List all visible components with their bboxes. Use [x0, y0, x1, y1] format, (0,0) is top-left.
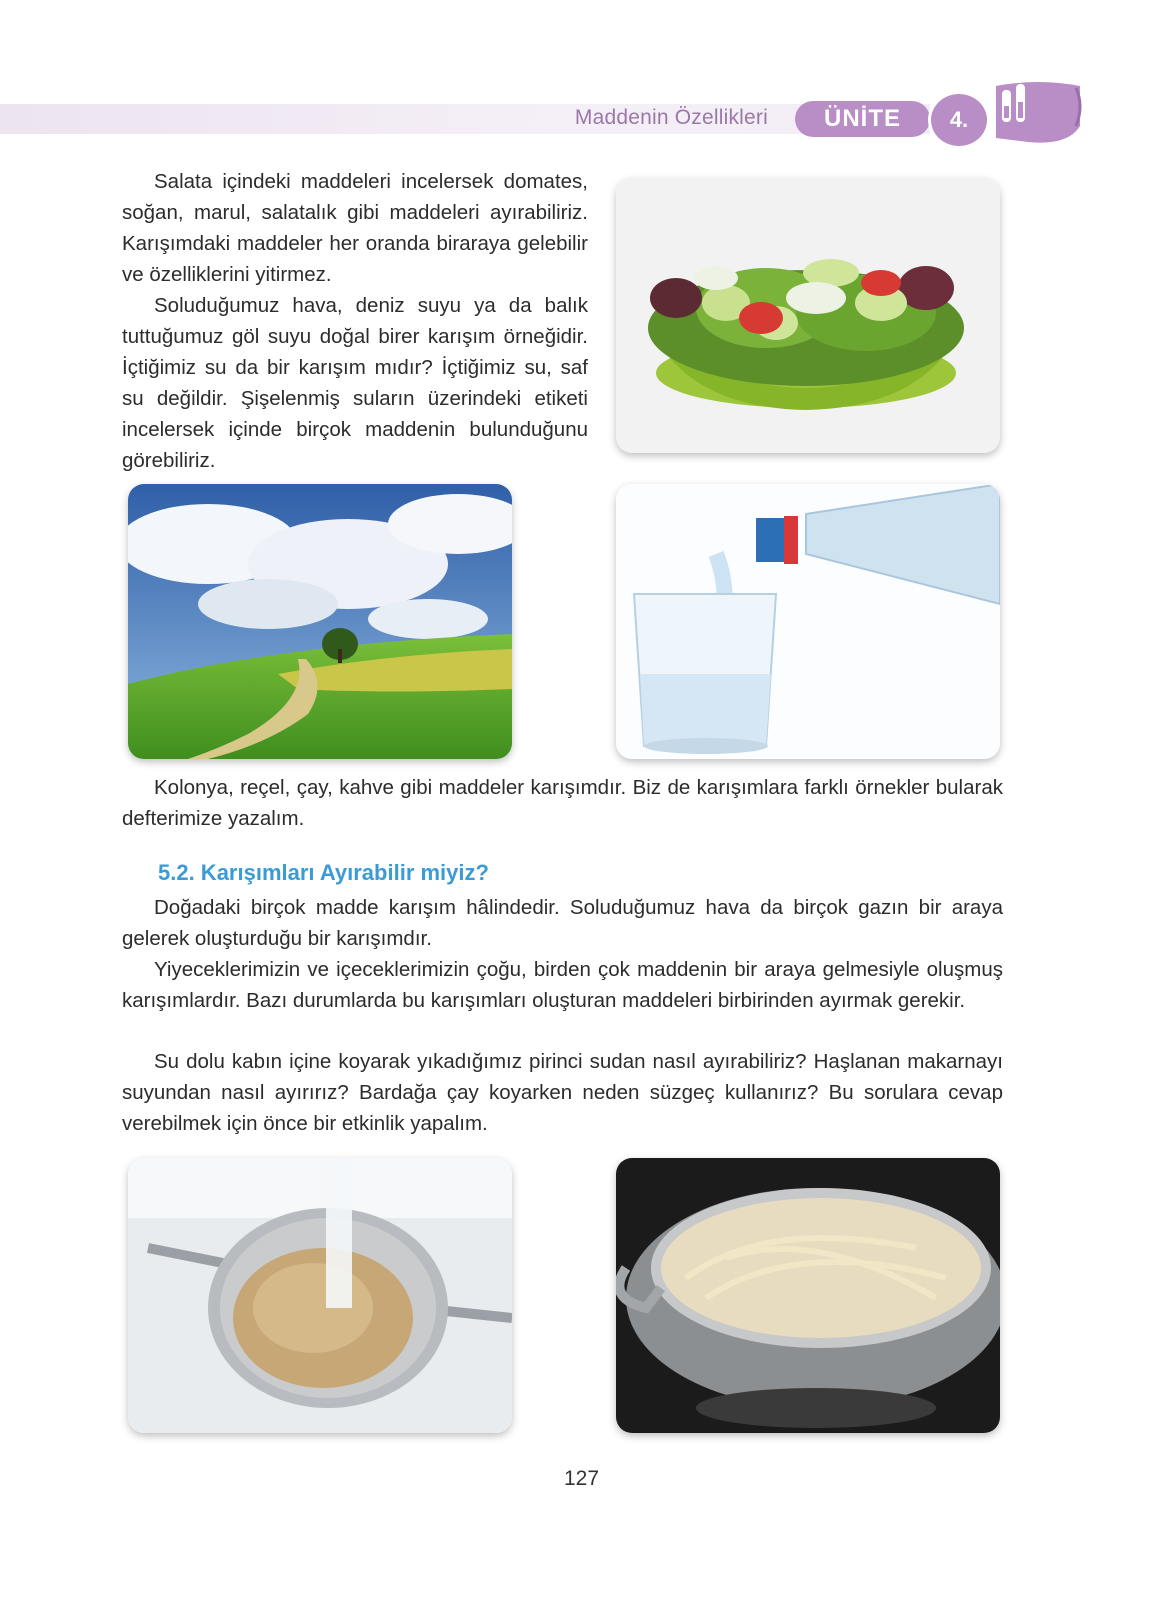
unit-label: ÜNİTE [795, 101, 930, 137]
paragraph-questions: Su dolu kabın içine koyarak yıkadığımız pirinci sudan nasıl ayırabiliriz? Haşlanan makarnayı suyundan nasıl ayırırız? Bardağa çay koyarken neden süzgeç kullanırız? Bu sorulara cevap verebilmek için önce bir etkinlik yapalım. [122, 1050, 1003, 1135]
paragraph-air: Soluduğumuz hava, deniz suyu ya da balık tuttuğumuz göl suyu doğal birer karışım örneğidir. İçtiğimiz su da bir karışım mıdır? İçtiğimiz su, saf su değildir. Şişelenmiş suların üzerindeki etiketi incelersek içinde birçok maddenin bulunduğunu görebiliriz. [122, 294, 588, 472]
header-title: Maddenin Özellikleri [574, 106, 768, 129]
page-number: 127 [563, 1467, 600, 1490]
paragraph-cologne: Kolonya, reçel, çay, kahve gibi maddeler karışımdır. Biz de karışımlara farklı örnekler bularak defterimize yazalım. [122, 776, 1003, 830]
water-bottle-photo [616, 484, 1000, 759]
lab-tubes-icon [988, 76, 1088, 146]
paragraph-nature: Doğadaki birçok madde karışım hâlindedir. Soluduğumuz hava da birçok gazın bir araya gelerek oluşturduğu bir karışımdır. [122, 896, 1003, 950]
rice-strainer-photo [128, 1158, 512, 1433]
section-title: 5.2. Karışımları Ayırabilir miyiz? [158, 860, 489, 885]
paragraph-food: Yiyeceklerimizin ve içeceklerimizin çoğu, birden çok maddenin bir araya gelmesiyle oluşmuş karışımlardır. Bazı durumlarda bu karışımları oluşturan maddeleri birbirinden ayırmak gerekir. [122, 958, 1003, 1012]
unit-number: 4. [928, 91, 990, 149]
pasta-pot-photo [616, 1158, 1000, 1433]
paragraph-salad: Salata içindeki maddeleri incelersek domates, soğan, marul, salatalık gibi maddeleri ayırabiliriz. Karışımdaki maddeler her oranda biraraya gelebilir ve özelliklerini yitirmez. [122, 170, 588, 286]
header-bar [0, 104, 930, 134]
landscape-photo [128, 484, 512, 759]
salad-photo [616, 178, 1000, 453]
